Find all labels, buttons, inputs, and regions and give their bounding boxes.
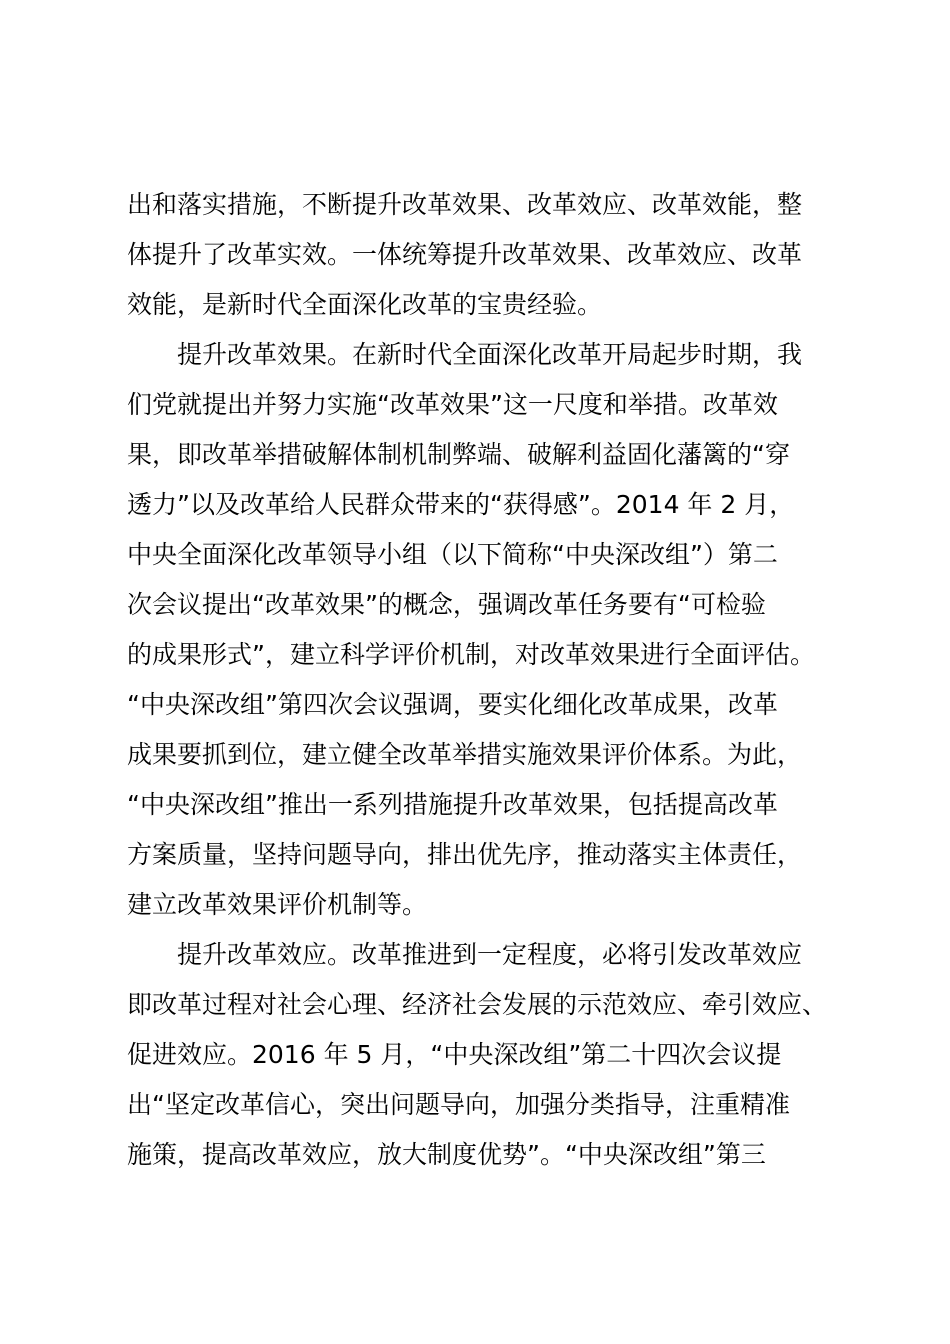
text-line: 提升改革效果。在新时代全面深化改革开局起步时期，我	[127, 340, 803, 369]
text-line: 出“坚定改革信心，突出问题导向，加强分类指导，注重精准	[127, 1090, 790, 1119]
text-line: 即改革过程对社会心理、经济社会发展的示范效应、牵引效应、	[127, 990, 828, 1019]
text-line: 效能，是新时代全面深化改革的宝贵经验。	[127, 290, 603, 319]
text-line: “中央深改组”第四次会议强调，要实化细化改革成果，改革	[127, 690, 778, 719]
text-line: 次会议提出“改革效果”的概念，强调改革任务要有“可检验	[127, 590, 766, 619]
text-line: 果，即改革举措破解体制机制弊端、破解利益固化藩篱的“穿	[127, 440, 790, 469]
text-line: 们党就提出并努力实施“改革效果”这一尺度和举措。改革效	[127, 390, 778, 419]
text-line: 促进效应。2016 年 5 月，“中央深改组”第二十四次会议提	[127, 1040, 782, 1069]
text-line: 提升改革效应。改革推进到一定程度，必将引发改革效应	[127, 940, 803, 969]
text-line: 建立改革效果评价机制等。	[127, 890, 428, 919]
text-line: 透力”以及改革给人民群众带来的“获得感”。2014 年 2 月，	[127, 490, 795, 519]
text-line: “中央深改组”推出一系列措施提升改革效果，包括提高改革	[127, 790, 778, 819]
text-line: 施策，提高改革效应，放大制度优势”。“中央深改组”第三	[127, 1140, 766, 1169]
text-line: 的成果形式”，建立科学评价机制，对改革效果进行全面评估。	[127, 640, 815, 669]
text-line: 中央全面深化改革领导小组（以下简称“中央深改组”）第二	[127, 540, 778, 569]
text-line: 出和落实措施，不断提升改革效果、改革效应、改革效能，整	[127, 190, 803, 219]
text-line: 成果要抓到位，建立健全改革举措实施效果评价体系。为此，	[127, 740, 803, 769]
text-line: 方案质量，坚持问题导向，排出优先序，推动落实主体责任，	[127, 840, 803, 869]
text-line: 体提升了改革实效。一体统筹提升改革效果、改革效应、改革	[127, 240, 803, 269]
